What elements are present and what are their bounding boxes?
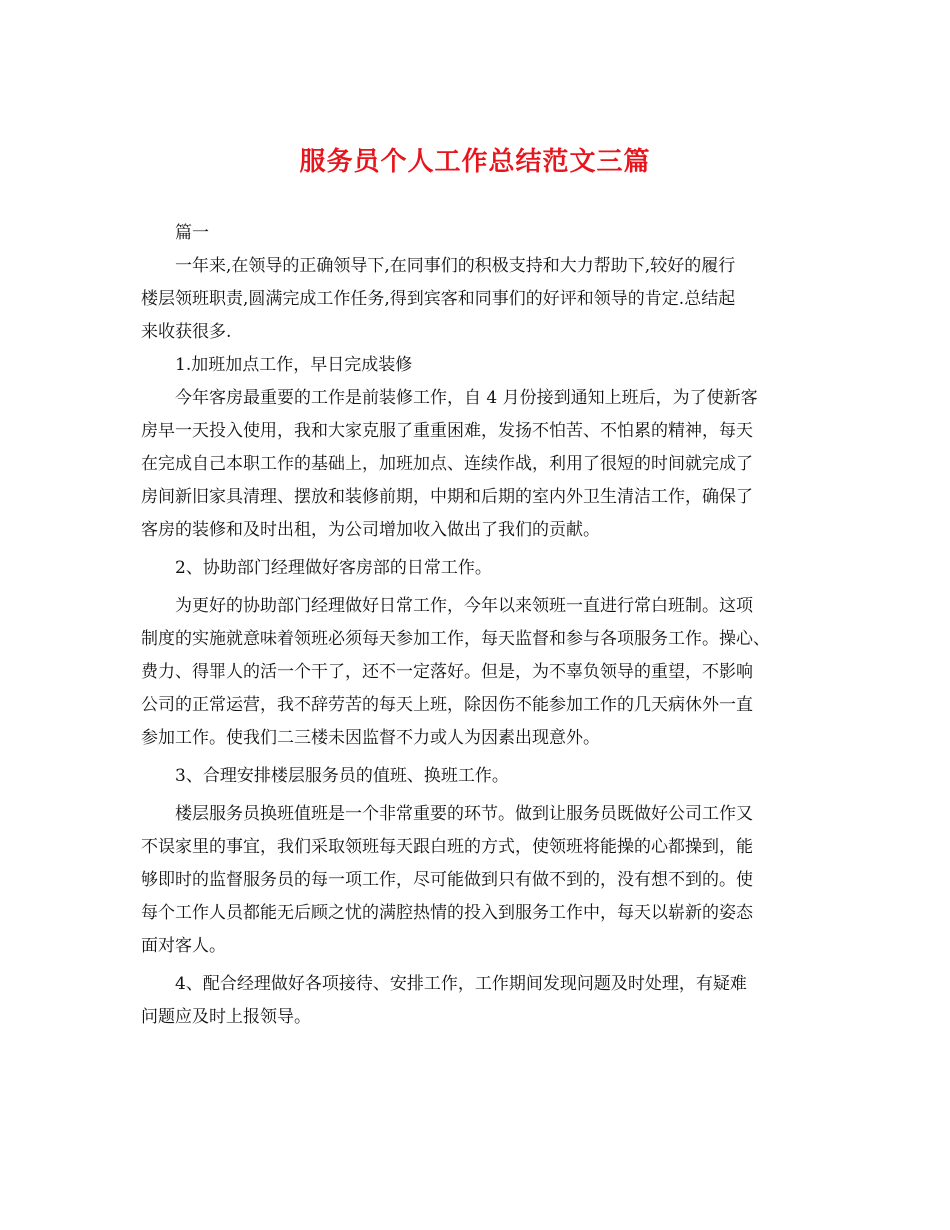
paragraph-line: 参加工作。使我们二三楼未因监督不力或人为因素出现意外。 bbox=[141, 728, 600, 748]
paragraph-line: 一年来,在领导的正确领导下,在同事们的积极支持和大力帮助下,较好的履行 bbox=[175, 256, 736, 276]
paragraph-line: 问题应及时上报领导。 bbox=[141, 1007, 311, 1027]
paragraph-line: 为更好的协助部门经理做好日常工作，今年以来领班一直进行常白班制。这项 bbox=[175, 596, 753, 616]
paragraph-line: 今年客房最重要的工作是前装修工作，自 4 月份接到通知上班后，为了使新客 bbox=[175, 388, 758, 408]
list-heading: 2、协助部门经理做好客房部的日常工作。 bbox=[175, 558, 492, 578]
paragraph-line: 楼层领班职责,圆满完成工作任务,得到宾客和同事们的好评和领导的肯定.总结起 bbox=[141, 289, 736, 309]
paragraph-line: 不误家里的事宜，我们采取领班每天跟白班的方式，使领班将能操的心都操到，能 bbox=[141, 837, 753, 857]
paragraph-line: 房早一天投入使用，我和大家克服了重重困难，发扬不怕苦、不怕累的精神，每天 bbox=[141, 421, 753, 441]
paragraph-line: 公司的正常运营，我不辞劳苦的每天上班，除因伤不能参加工作的几天病休外一直 bbox=[141, 695, 753, 715]
paragraph-line: 楼层服务员换班值班是一个非常重要的环节。做到让服务员既做好公司工作又 bbox=[175, 804, 753, 824]
paragraph-line: 房间新旧家具清理、摆放和装修前期，中期和后期的室内外卫生清洁工作，确保了 bbox=[141, 487, 753, 507]
paragraph-line: 面对客人。 bbox=[141, 936, 226, 956]
document-body bbox=[141, 217, 821, 1034]
section-heading: 篇一 bbox=[175, 223, 209, 243]
paragraph-line: 费力、得罪人的活一个干了，还不一定落好。但是，为不辜负领导的重望，不影响 bbox=[141, 662, 753, 682]
list-heading: 3、合理安排楼层服务员的值班、换班工作。 bbox=[175, 766, 509, 786]
paragraph-line: 客房的装修和及时出租，为公司增加收入做出了我们的贡献。 bbox=[141, 520, 600, 540]
list-heading: 1.加班加点工作，早日完成装修 bbox=[175, 355, 413, 375]
paragraph-line: 够即时的监督服务员的每一项工作，尽可能做到只有做不到的，没有想不到的。使 bbox=[141, 870, 753, 890]
paragraph-line: 来收获很多. bbox=[141, 322, 232, 342]
document-title: 服务员个人工作总结范文三篇 bbox=[299, 147, 651, 177]
list-heading: 4、配合经理做好各项接待、安排工作，工作期间发现问题及时处理，有疑难 bbox=[175, 974, 747, 994]
paragraph-line: 每个工作人员都能无后顾之忧的满腔热情的投入到服务工作中，每天以崭新的姿态 bbox=[141, 903, 753, 923]
paragraph-line: 制度的实施就意味着领班必须每天参加工作，每天监督和参与各项服务工作。操心、 bbox=[141, 629, 770, 649]
paragraph-line: 在完成自己本职工作的基础上，加班加点、连续作战，利用了很短的时间就完成了 bbox=[141, 454, 753, 474]
